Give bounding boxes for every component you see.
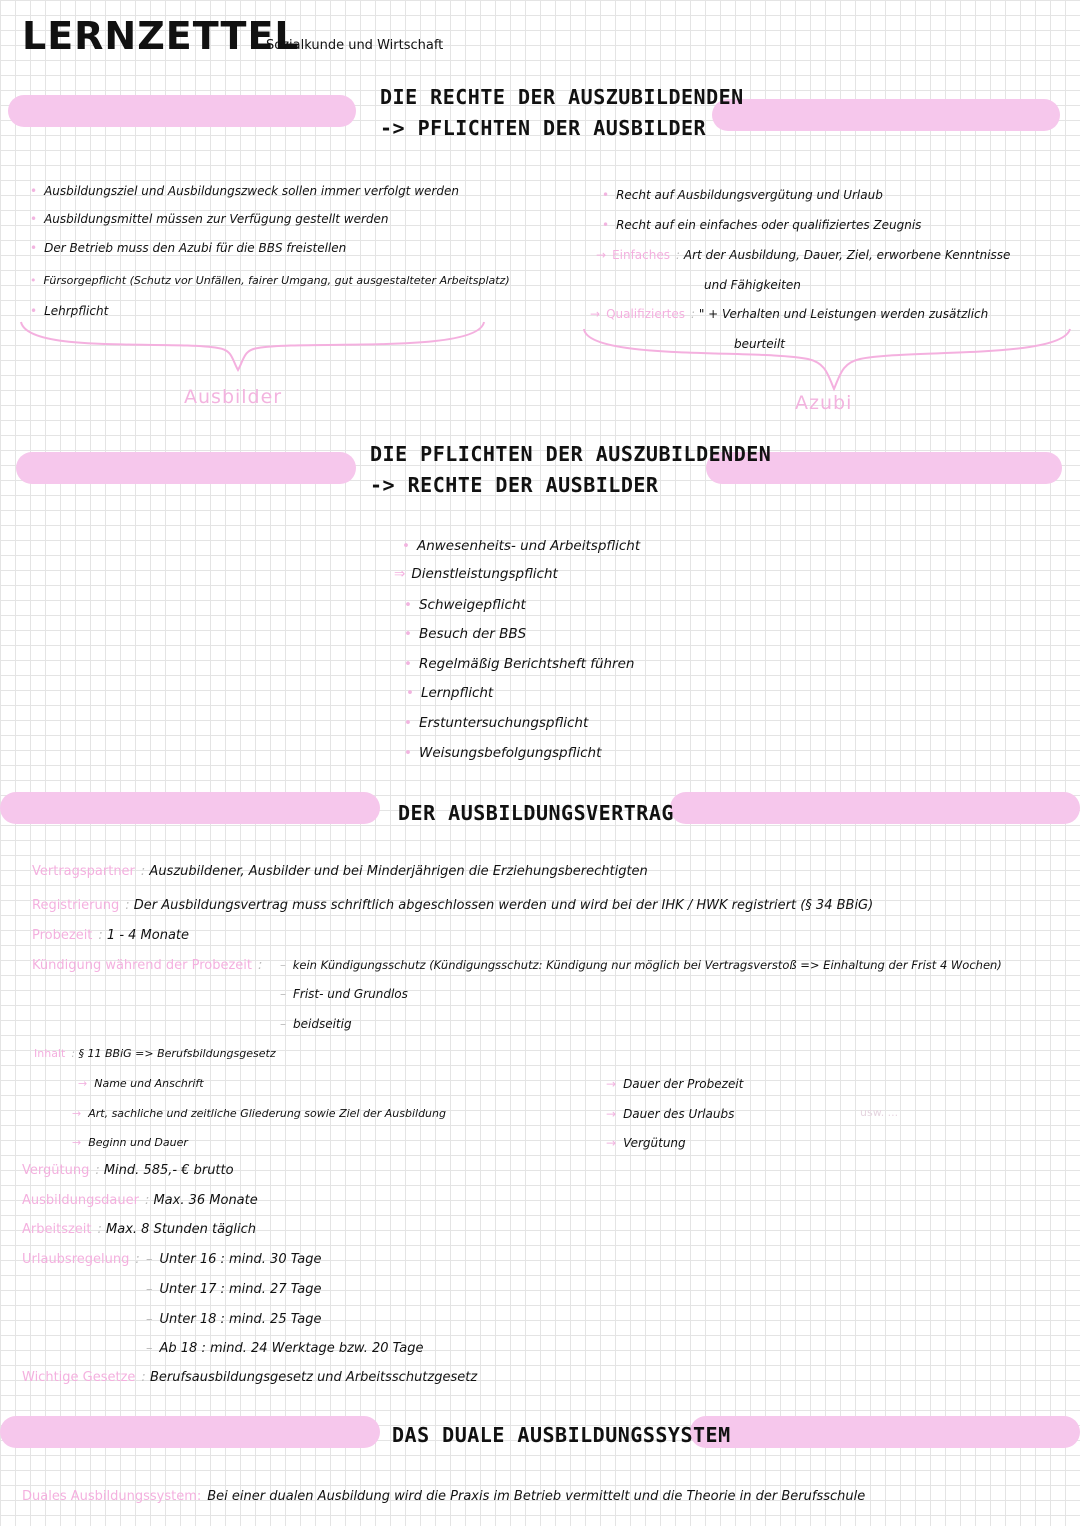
- arrow-icon: →: [590, 307, 601, 321]
- kuendigung-label: Kündigung während der Probezeit: [32, 958, 252, 973]
- vertragspartner-label: Vertragspartner: [32, 864, 135, 879]
- duales-text: Bei einer dualen Ausbildung wird die Praxis im Betrieb vermittelt und die Theorie in der Berufsschule: [207, 1489, 866, 1504]
- list-item: • Schweigepflicht: [418, 597, 526, 613]
- qualifiziertes-text-2: beurteilt: [734, 337, 785, 351]
- list-item-arrow: ⇒ Dienstleistungspflicht: [394, 566, 558, 582]
- duales-row: [22, 1489, 865, 1504]
- list-item: • Recht auf ein einfaches oder qualifiziertes Zeugnis: [616, 218, 921, 232]
- section2-heading-line2: -> RECHTE DER AUSBILDER: [370, 473, 659, 497]
- list-item: → Beginn und Dauer: [90, 1136, 188, 1149]
- highlight-bar-left-3: [0, 792, 380, 824]
- list-item: • Ausbildungsziel und Ausbildungszweck sollen immer verfolgt werden: [44, 184, 459, 198]
- list-item: • Regelmäßig Berichtsheft führen: [418, 656, 634, 672]
- section3-heading: DER AUSBILDUNGSVERTRAG: [398, 801, 674, 825]
- list-item: → Dauer des Urlaubs: [624, 1107, 734, 1121]
- list-item: • Ausbildungsmittel müssen zur Verfügung gestellt werden: [44, 212, 389, 226]
- einfaches-row: → Einfaches : Art der Ausbildung, Dauer, Ziel, erworbene Kenntnisse: [596, 248, 1011, 262]
- list-item: → Vergütung: [624, 1136, 686, 1150]
- list-item: – Unter 16 : mind. 30 Tage: [160, 1252, 322, 1267]
- list-item: – kein Kündigungsschutz (Kündigungsschutz: Kündigung nur möglich bei Vertragsverstoß => Einhaltung der Frist 4 Wochen): [294, 958, 1002, 972]
- list-item: → Name und Anschrift: [96, 1077, 204, 1090]
- inhalt-row: Inhalt : § 11 BBiG => Berufsbildungsgesetz: [34, 1047, 276, 1060]
- verguetung-text: Mind. 585,- € brutto: [103, 1163, 234, 1178]
- list-item: – beidseitig: [294, 1017, 352, 1031]
- qualifiziertes-label: Qualifiziertes: [606, 307, 685, 321]
- highlight-bar-left-2: [16, 452, 356, 484]
- registrierung-label: Registrierung: [32, 898, 120, 913]
- list-item: – Unter 18 : mind. 25 Tage: [160, 1312, 322, 1327]
- double-arrow-icon: ⇒: [394, 566, 406, 582]
- vertragspartner-row: Vertragspartner : Auszubildener, Ausbilder und bei Minderjährigen die Erziehungsberechtigten: [32, 864, 648, 879]
- list-item: • Erstuntersuchungspflicht: [418, 715, 588, 731]
- probezeit-row: Probezeit : 1 - 4 Monate: [32, 928, 190, 943]
- azubi-label: Azubi: [795, 392, 853, 414]
- curly-brace-right: [580, 325, 1075, 395]
- probezeit-text: 1 - 4 Monate: [106, 928, 190, 943]
- registrierung-text: Der Ausbildungsvertrag muss schriftlich abgeschlossen werden und wird bei der IHK / HWK registriert (§ 34 BBiG): [133, 898, 874, 913]
- einfaches-text: Art der Ausbildung, Dauer, Ziel, erworbene Kenntnisse: [683, 248, 1011, 262]
- list-item: – Unter 17 : mind. 27 Tage: [160, 1282, 322, 1297]
- einfaches-label: Einfaches: [612, 248, 670, 262]
- ausbilder-label: Ausbilder: [184, 386, 283, 408]
- urlaub-label: Urlaubsregelung: [22, 1252, 130, 1267]
- urlaub-row: Urlaubsregelung :: [22, 1252, 140, 1267]
- verguetung-row: Vergütung : Mind. 585,- € brutto: [22, 1163, 234, 1178]
- registrierung-row: Registrierung : Der Ausbildungsvertrag muss schriftlich abgeschlossen werden und wird bei der IHK / HWK registriert (§ 34 BBiG): [32, 898, 874, 913]
- section1-heading-line2: -> PFLICHTEN DER AUSBILDER: [380, 116, 707, 140]
- inhalt-label: Inhalt: [34, 1047, 66, 1060]
- arrow-icon: →: [596, 248, 607, 262]
- list-item: • Besuch der BBS: [418, 626, 526, 642]
- list-item: → Dauer der Probezeit: [624, 1077, 743, 1091]
- highlight-bar-right-1: [712, 99, 1060, 131]
- list-item: – Ab 18 : mind. 24 Werktage bzw. 20 Tage: [160, 1341, 423, 1356]
- arbeitszeit-text: Max. 8 Stunden täglich: [106, 1222, 256, 1237]
- list-item: – Frist- und Grundlos: [294, 987, 408, 1001]
- gesetze-text: Berufsausbildungsgesetz und Arbeitsschutzgesetz: [149, 1370, 478, 1385]
- qualifiziertes-text: " + Verhalten und Leistungen werden zusätzlich: [698, 307, 989, 321]
- verguetung-label: Vergütung: [22, 1163, 90, 1178]
- highlight-bar-left-1: [8, 95, 356, 127]
- arbeitszeit-label: Arbeitszeit: [22, 1222, 92, 1237]
- list-item: • Der Betrieb muss den Azubi für die BBS freistellen: [44, 241, 346, 255]
- highlight-bar-left-4: [0, 1416, 380, 1448]
- vertragspartner-text: Auszubildener, Ausbilder und bei Minderjährigen die Erziehungsberechtigten: [149, 864, 648, 879]
- ausbildungsdauer-text: Max. 36 Monate: [153, 1193, 258, 1208]
- list-item: • Lernpflicht: [420, 685, 493, 701]
- ausbildungsdauer-label: Ausbildungsdauer: [22, 1193, 139, 1208]
- ausbildungsdauer-row: Ausbildungsdauer : Max. 36 Monate: [22, 1193, 258, 1208]
- qualifiziertes-row: → Qualifiziertes : " + Verhalten und Leistungen werden zusätzlich: [590, 307, 989, 321]
- highlight-bar-right-3: [670, 792, 1080, 824]
- list-item: • Weisungsbefolgungspflicht: [418, 745, 601, 761]
- section4-heading: DAS DUALE AUSBILDUNGSSYSTEM: [392, 1423, 731, 1447]
- list-item: • Anwesenheits- und Arbeitspflicht: [416, 538, 640, 554]
- usw-note: usw. ...: [860, 1106, 899, 1119]
- highlight-bar-right-4: [690, 1416, 1080, 1448]
- list-item: • Fürsorgepflicht (Schutz vor Unfällen, fairer Umgang, gut ausgestalteter Arbeitsplatz): [44, 274, 510, 287]
- arbeitszeit-row: Arbeitszeit : Max. 8 Stunden täglich: [22, 1222, 256, 1237]
- list-item: → Art, sachliche und zeitliche Gliederung sowie Ziel der Ausbildung: [90, 1107, 446, 1120]
- inhalt-ref: § 11 BBiG => Berufsbildungsgesetz: [78, 1047, 276, 1060]
- page-subtitle: Sozialkunde und Wirtschaft: [266, 38, 444, 53]
- gesetze-row: Wichtige Gesetze : Berufsausbildungsgesetz und Arbeitsschutzgesetz: [22, 1370, 478, 1385]
- section2-heading-line1: DIE PFLICHTEN DER AUSZUBILDENDEN: [370, 442, 772, 466]
- list-item: • Lehrpflicht: [44, 304, 108, 318]
- einfaches-text-2: und Fähigkeiten: [704, 278, 801, 292]
- kuendigung-row: Kündigung während der Probezeit :: [32, 958, 263, 973]
- probezeit-label: Probezeit: [32, 928, 93, 943]
- list-item: • Recht auf Ausbildungsvergütung und Urlaub: [616, 188, 883, 202]
- section1-heading-line1: DIE RECHTE DER AUSZUBILDENDEN: [380, 85, 744, 109]
- duales-label: Duales Ausbildungssystem:: [22, 1489, 202, 1504]
- curly-brace-left: [18, 318, 488, 378]
- page-title: LERNZETTEL: [22, 14, 300, 58]
- gesetze-label: Wichtige Gesetze: [22, 1370, 136, 1385]
